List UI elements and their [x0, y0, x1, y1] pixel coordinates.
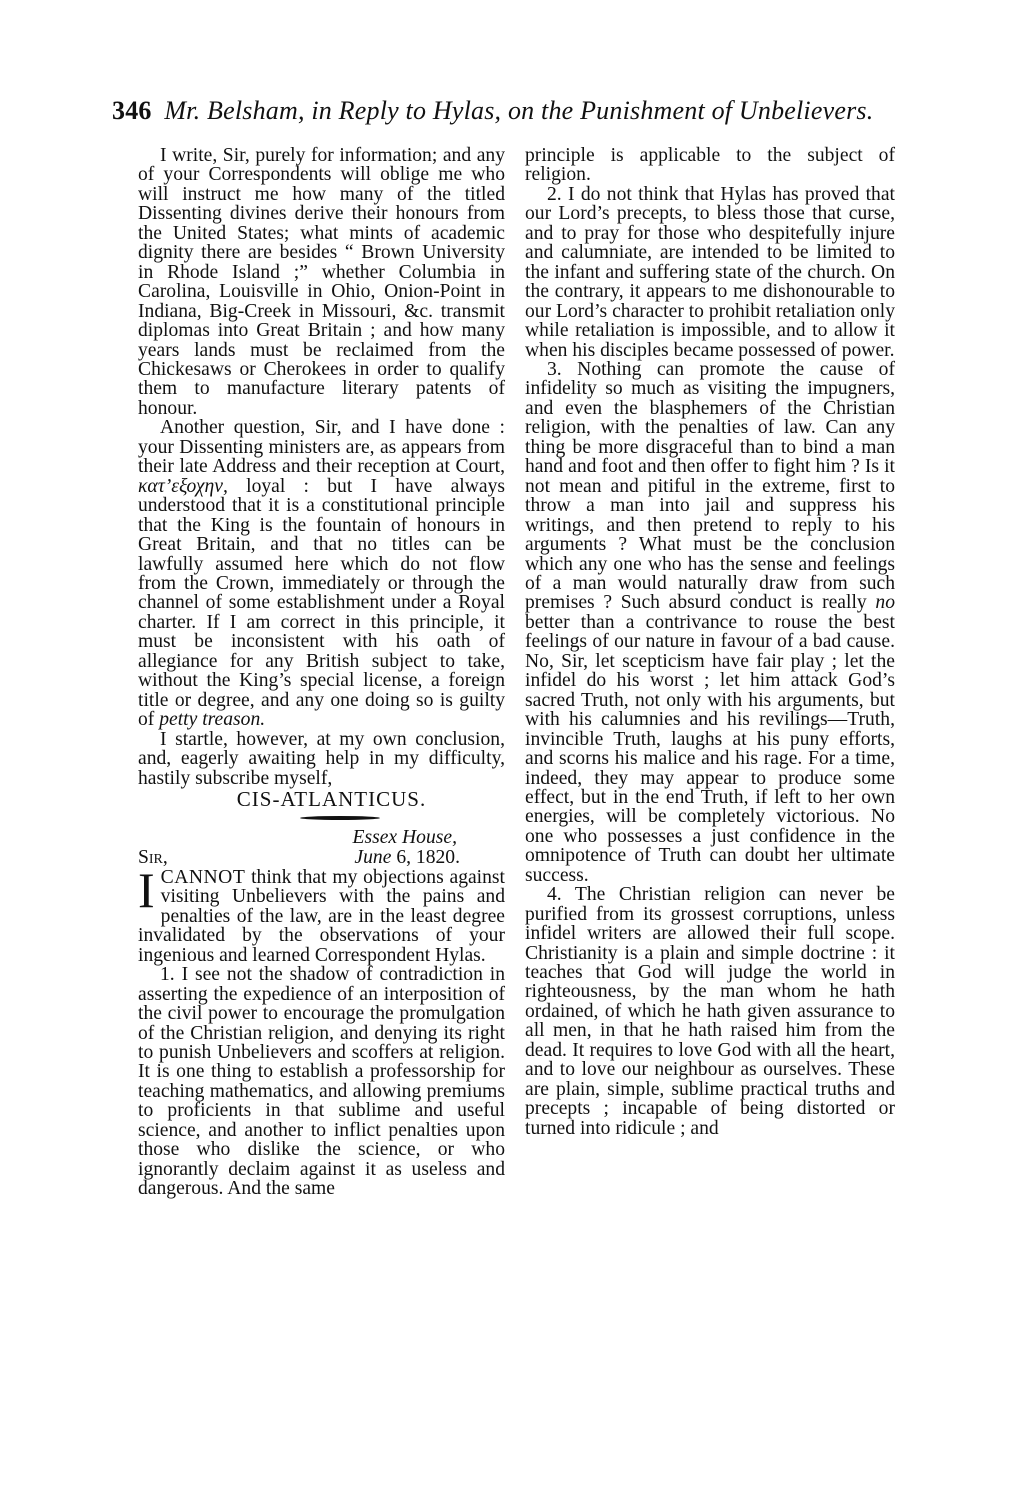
section-divider — [300, 816, 380, 820]
running-head — [112, 96, 912, 126]
dateline-date — [354, 848, 505, 868]
salutation: Sir, — [138, 846, 168, 868]
paragraph — [138, 418, 505, 729]
italic-word: no — [875, 592, 896, 614]
text-run: think that my objections against visiting Unbelievers with the pains and penalties of the law, are in the least degree invalidated by the observations of your ingenious and learned Correspondent Hylas. — [138, 866, 505, 966]
right-column — [525, 146, 895, 1138]
paragraph: 4. The Christian religion can never be purified from its grossest corruptions, unless infidel writers are allowed their full scope. Christianity is a plain and simple doctrine : it teaches that God will judge the world in righteousness, by the man whom he hath ordained, of which he hath given assurance to all men, in that he hath raised him from the dead. It requires to love God with all the heart, and to love our neighbour as ourselves. These are plain, simple, sublime practical truths and precepts ; incapable of being distorted or turned into ridicule ; and — [525, 884, 895, 1139]
paragraph — [525, 360, 895, 885]
dateline-day-year: 6, 1820. — [396, 846, 460, 868]
paragraph — [138, 861, 505, 966]
paragraph: I startle, however, at my own conclusion, and, eagerly awaiting help in my difficulty, hastily subscribe myself, — [138, 728, 505, 789]
drop-cap: I — [138, 861, 155, 918]
text-run: loyal : but I have always understood that it is a constitutional principle that the King is the fountain of honours in Great Britain, and that no titles can be lawfully assumed here which do not flow from the Crown, immediately or through the channel of some establishment under a Royal charter. If I am correct in this principle, it must be inconsistent with his oath of allegiance for any British subject to take, without the King’s special license, a foreign title or degree, and any one doing so is guilty of — [138, 475, 505, 731]
paragraph: 2. I do not think that Hylas has proved that our Lord’s precepts, to bless those that curse, and to pray for those who despitefully injure and calumniate, are intended to be limited to the infant and suffering state of the church. On the contrary, it appears to me dishonourable to our Lord’s character to prohibit retaliation only while retaliation is impossible, and to allow it when his disciples became possessed of power. — [525, 183, 895, 361]
paragraph: principle is applicable to the subject of religion. — [525, 145, 895, 186]
dateline-place: Essex House, — [352, 826, 457, 848]
salutation-row — [138, 848, 505, 868]
greek-phrase: κατ’εξοχην, — [138, 475, 228, 497]
italic-phrase: petty treason. — [159, 709, 266, 731]
text-run: 3. Nothing can promote the cause of infidelity so much as visiting the impugners, and even the blasphemers of the Christian religion, with the penalties of law. Can any thing be more disgraceful than to bind a man hand and foot and then offer to fight him ? Is it not mean and pitiful in the extreme, first to throw a man into jail and suppress his writings, and then pretend to reply to his arguments ? What must be the conclusion which any one who has the sense and feelings of a man would naturally draw from such premises ? Such absurd conduct is really — [525, 358, 895, 614]
running-title: Mr. Belsham, in Reply to Hylas, on the Punishment of Unbelievers. — [164, 96, 874, 125]
paragraph: I write, Sir, purely for information; and any of your Correspondents will oblige me who will instruct me how many of the titled Dissenting divines derive their honours from the United States; what mints of academic dignity there are besides “ Brown University in Rhode Island ;” whether Columbia in Carolina, Louisville in Ohio, Onion-Point in Indiana, Big-Creek in Missouri, &c. transmit diplomas into Great Britain ; and how many years lands must be reclaimed from the Chickesaws or Cherokees in order to qualify them to manufacture literary patents of honour. — [138, 145, 505, 419]
paragraph: 1. I see not the shadow of contradiction in asserting the expedience of an interposition of the civil power to encourage the promulgation of the Christian religion, and denying its right to punish Unbelievers and scoffers at religion. It is one thing to establish a professorship for teaching mathematics, and allowing premiums to proficients in that sublime and useful science, and another to inflict penalties upon those who dislike the science, or who ignorantly declaim against it as useless and dangerous. And the same — [138, 964, 505, 1200]
left-column — [138, 146, 505, 1199]
dateline-month: June — [354, 846, 392, 868]
text-run: Another question, Sir, and I have done : your Dissenting ministers are, as appears from their late Address and their reception at Court, — [138, 417, 505, 478]
page-number: 346 — [112, 96, 152, 125]
text-run: better than a contrivance to rouse the best feelings of our nature in favour of a bad cause. No, Sir, let scepticism have fair play ; let the infidel do his worst ; let him attack God’s sacred Truth, not only with his arguments, but with his calumnies and his revilings—Truth, invincible Truth, laughs at his puny efforts, and scorns his malice and his rage. For a time, indeed, they may appear to produce some effect, but in the end Truth, if left to her own energies, will be completely victorious. No one who possesses a just confidence in the omnipotence of Truth can doubt her ultimate success. — [525, 611, 895, 886]
opening-caps: CANNOT — [160, 866, 246, 888]
signature: CIS-ATLANTICUS. — [236, 786, 427, 811]
